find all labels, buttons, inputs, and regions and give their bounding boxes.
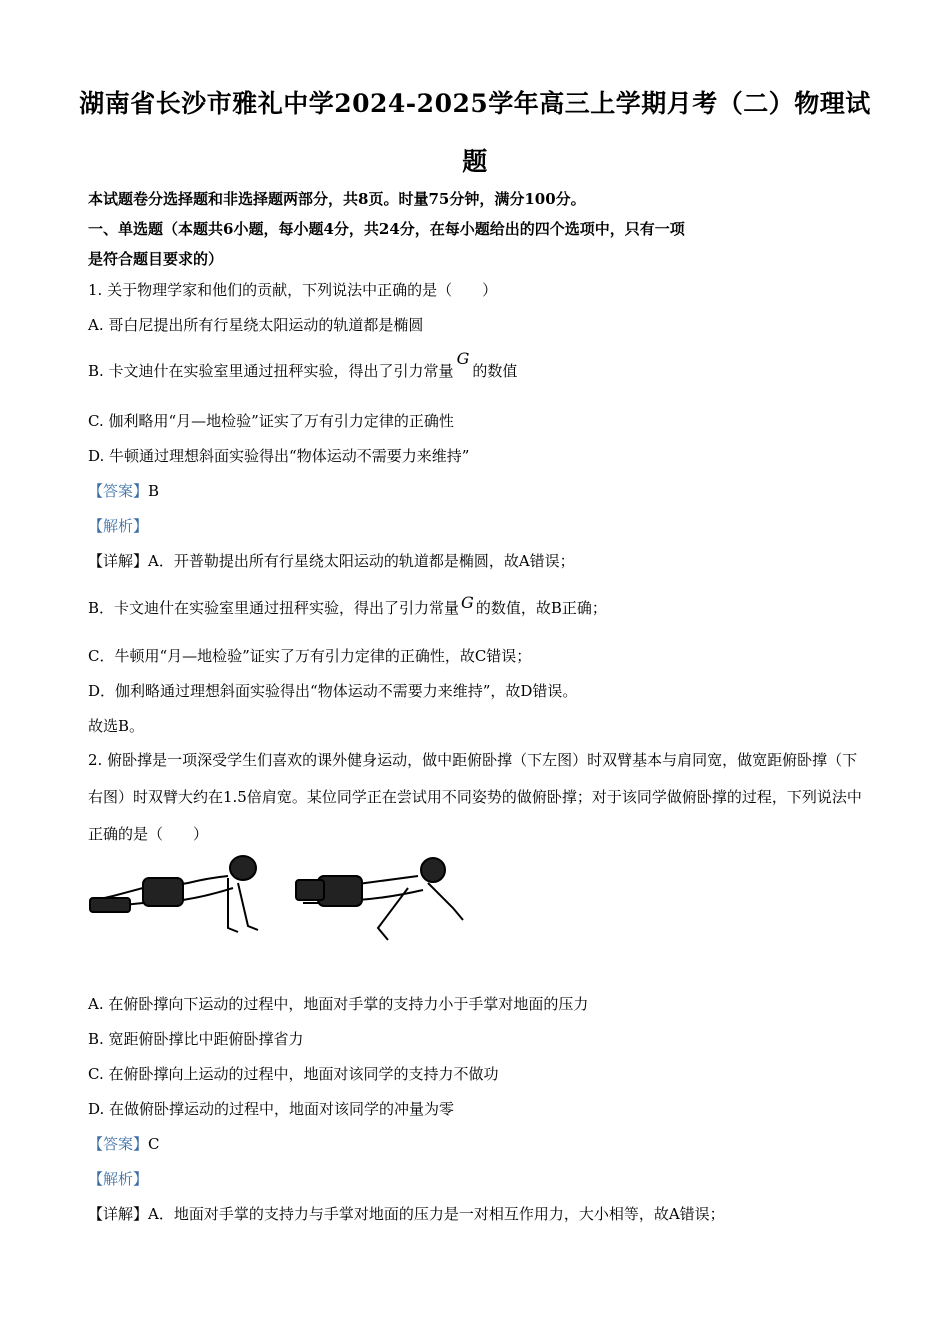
pushup-figures-svg [88, 848, 468, 953]
answer-label: 【答案】 [88, 482, 149, 500]
q1-detail-b [88, 593, 607, 618]
detail-label: 【详解】 [88, 1205, 149, 1223]
q2-option-d: D. 在做俯卧撑运动的过程中，地面对该同学的冲量为零 [88, 1100, 455, 1118]
q1-option-b-text: B. 卡文迪什在实验室里通过扭秤实验，得出了引力常量 [88, 362, 454, 380]
q2-option-c: C. 在俯卧撑向上运动的过程中，地面对该同学的支持力不做功 [88, 1065, 499, 1083]
section1-heading-line1: 一、单选题（本题共6小题，每小题4分，共24分，在每小题给出的四个选项中，只有一项 [88, 220, 685, 238]
q1-option-a: A. 哥白尼提出所有行星绕太阳运动的轨道都是椭圆 [88, 316, 424, 334]
answer-value: C [148, 1135, 160, 1153]
left-arm-1 [228, 878, 238, 932]
title-line-1: 湖南省长沙市雅礼中学2024-2025学年高三上学期月考（二）物理试 [79, 89, 871, 118]
left-shoes [90, 898, 130, 912]
left-head [230, 856, 256, 880]
q2-detail-a [88, 1203, 725, 1224]
detail-b-text: B．卡文迪什在实验室里通过扭秤实验，得出了引力常量 [88, 599, 460, 617]
q1-option-c: C. 伽利略用“月—地检验”证实了万有引力定律的正确性 [88, 412, 454, 430]
wide-pushup-figure [296, 858, 463, 940]
q1-conclusion: 故选B。 [88, 717, 145, 735]
q2-answer [88, 1133, 160, 1154]
gravitational-constant-symbol: G [456, 349, 470, 368]
q2-option-b: B. 宽距俯卧撑比中距俯卧撑省力 [88, 1030, 304, 1048]
q1-detail-d: D．伽利略通过理想斜面实验得出“物体运动不需要力来维持”，故D错误。 [88, 682, 578, 700]
gravitational-constant-symbol-2: G [461, 593, 474, 612]
q2-stem: 2. 俯卧撑是一项深受学生们喜欢的课外健身运动，做中距俯卧撑（下左图）时双臂基本与肩同宽，做宽距俯卧撑（下右图）时双臂大约在1.5倍肩宽。某位同学正在尝试用不同姿势的做俯卧撑；对于该同学做俯卧撑的过程，下列说法中正确的是（ ） [88, 751, 862, 843]
q2-analysis-label: 【解析】 [88, 1170, 149, 1188]
title-line-2: 题 [462, 147, 488, 176]
right-arm-2 [428, 883, 463, 920]
answer-value: B [148, 482, 160, 500]
q1-detail-a [88, 550, 575, 571]
detail-label: 【详解】 [88, 552, 149, 570]
q1-option-b [88, 349, 518, 381]
q1-detail-c: C．牛顿用“月—地检验”证实了万有引力定律的正确性，故C错误； [88, 647, 532, 665]
medium-pushup-figure [90, 856, 258, 932]
detail-a-text: A．地面对手掌的支持力与手掌对地面的压力是一对相互作用力，大小相等，故A错误； [148, 1205, 725, 1223]
right-shoes [296, 880, 324, 900]
q1-analysis-label: 【解析】 [88, 517, 149, 535]
q2-option-a: A. 在俯卧撑向下运动的过程中，地面对手掌的支持力小于手掌对地面的压力 [88, 995, 589, 1013]
right-head [421, 858, 445, 882]
pushup-illustrations [88, 848, 468, 953]
left-shorts [143, 878, 183, 906]
q1-stem: 1. 关于物理学家和他们的贡献，下列说法中正确的是（ ） [88, 281, 498, 299]
detail-a-text: A．开普勒提出所有行星绕太阳运动的轨道都是椭圆，故A错误； [148, 552, 575, 570]
section1-heading-line2: 是符合题目要求的） [88, 250, 224, 268]
q1-answer [88, 480, 159, 501]
intro: 本试题卷分选择题和非选择题两部分，共8页。时量75分钟，满分100分。 [88, 190, 586, 208]
answer-label: 【答案】 [88, 1135, 149, 1153]
left-arm-2 [238, 883, 258, 930]
detail-b-text-end: 的数值，故B正确； [475, 599, 607, 617]
q1-option-d: D. 牛顿通过理想斜面实验得出“物体运动不需要力来维持” [88, 447, 470, 465]
q1-option-b-text-end: 的数值 [472, 362, 518, 380]
